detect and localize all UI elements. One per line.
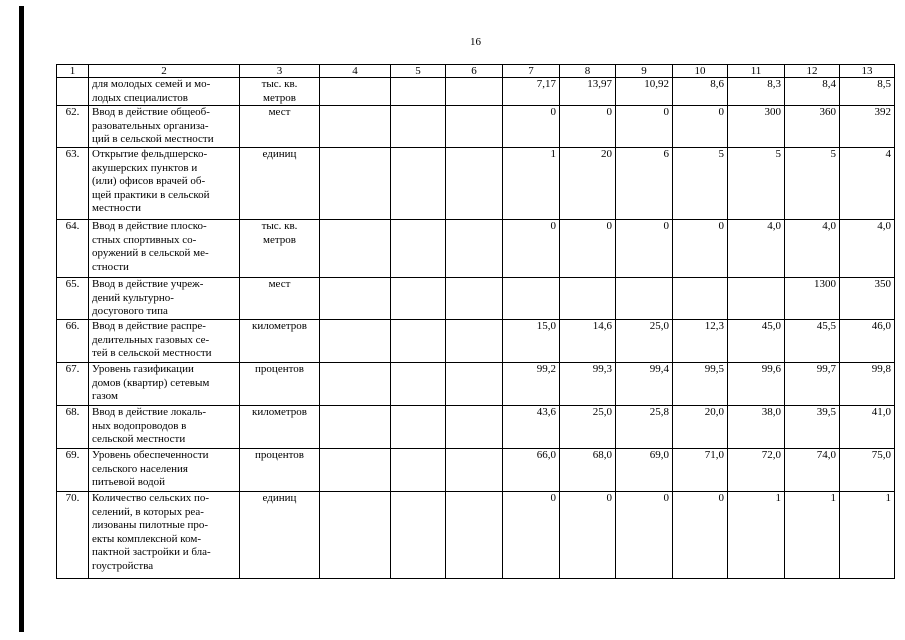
column-header: 13 (840, 65, 895, 78)
unit-of-measure: процентов (240, 449, 320, 492)
value-cell: 8,4 (785, 78, 840, 106)
table-row (57, 320, 895, 363)
value-cell: 20 (560, 148, 616, 220)
value-cell: 350 (840, 278, 895, 320)
unit-of-measure: тыс. кв. метров (240, 220, 320, 278)
value-cell (320, 406, 391, 449)
value-cell: 20,0 (673, 406, 728, 449)
value-cell (446, 148, 503, 220)
indicator-name: Открытие фельдшерско- акушерских пунктов и (или) офисов врачей об- щей практики в сельской местности (89, 148, 240, 220)
table-header-row (57, 65, 895, 78)
value-cell: 7,17 (503, 78, 560, 106)
value-cell: 99,3 (560, 363, 616, 406)
value-cell: 0 (560, 106, 616, 148)
value-cell: 12,3 (673, 320, 728, 363)
value-cell: 8,3 (728, 78, 785, 106)
unit-of-measure: процентов (240, 363, 320, 406)
table-row (57, 78, 895, 106)
column-header: 8 (560, 65, 616, 78)
value-cell: 5 (673, 148, 728, 220)
value-cell (391, 406, 446, 449)
value-cell (391, 363, 446, 406)
value-cell (391, 278, 446, 320)
value-cell (391, 449, 446, 492)
value-cell (560, 278, 616, 320)
indicator-name: Количество сельских по- селений, в которых реа- лизованы пилотные про- екты комплексной ком- пактной застройки и бла- гоустройства (89, 492, 240, 579)
row-number: 64. (57, 220, 89, 278)
table-row (57, 148, 895, 220)
value-cell: 360 (785, 106, 840, 148)
value-cell: 71,0 (673, 449, 728, 492)
value-cell (391, 148, 446, 220)
value-cell: 1 (840, 492, 895, 579)
value-cell (320, 148, 391, 220)
indicator-name: Ввод в действие учреж- дений культурно- досугового типа (89, 278, 240, 320)
value-cell: 75,0 (840, 449, 895, 492)
unit-of-measure: тыс. кв. метров (240, 78, 320, 106)
value-cell: 99,5 (673, 363, 728, 406)
value-cell: 0 (616, 492, 673, 579)
value-cell: 41,0 (840, 406, 895, 449)
value-cell (391, 492, 446, 579)
value-cell: 74,0 (785, 449, 840, 492)
column-header: 4 (320, 65, 391, 78)
value-cell: 39,5 (785, 406, 840, 449)
value-cell: 69,0 (616, 449, 673, 492)
value-cell: 66,0 (503, 449, 560, 492)
row-number: 70. (57, 492, 89, 579)
value-cell: 10,92 (616, 78, 673, 106)
value-cell: 0 (503, 106, 560, 148)
value-cell: 0 (616, 106, 673, 148)
value-cell (446, 278, 503, 320)
value-cell: 5 (785, 148, 840, 220)
unit-of-measure: километров (240, 320, 320, 363)
value-cell (320, 106, 391, 148)
column-header: 2 (89, 65, 240, 78)
column-header: 10 (673, 65, 728, 78)
unit-of-measure: километров (240, 406, 320, 449)
row-number: 62. (57, 106, 89, 148)
value-cell (391, 106, 446, 148)
value-cell: 25,0 (616, 320, 673, 363)
value-cell (320, 320, 391, 363)
value-cell (320, 78, 391, 106)
row-number: 69. (57, 449, 89, 492)
value-cell: 43,6 (503, 406, 560, 449)
value-cell (673, 278, 728, 320)
value-cell: 4 (840, 148, 895, 220)
column-header: 9 (616, 65, 673, 78)
table-row (57, 363, 895, 406)
table-row (57, 492, 895, 579)
table-row (57, 220, 895, 278)
value-cell: 4,0 (728, 220, 785, 278)
unit-of-measure: мест (240, 106, 320, 148)
column-header: 12 (785, 65, 840, 78)
column-header: 7 (503, 65, 560, 78)
value-cell (446, 449, 503, 492)
value-cell: 0 (673, 220, 728, 278)
row-number (57, 78, 89, 106)
value-cell: 99,8 (840, 363, 895, 406)
table-row (57, 106, 895, 148)
indicator-name: для молодых семей и мо- лодых специалистов (89, 78, 240, 106)
value-cell: 8,5 (840, 78, 895, 106)
value-cell (446, 406, 503, 449)
value-cell: 99,2 (503, 363, 560, 406)
value-cell (320, 449, 391, 492)
column-header: 3 (240, 65, 320, 78)
value-cell (728, 278, 785, 320)
value-cell: 0 (560, 220, 616, 278)
indicator-name: Ввод в действие плоско- стных спортивных со- оружений в сельской ме- стности (89, 220, 240, 278)
value-cell (320, 363, 391, 406)
indicators-table (56, 64, 895, 579)
value-cell: 5 (728, 148, 785, 220)
value-cell: 45,0 (728, 320, 785, 363)
value-cell: 45,5 (785, 320, 840, 363)
value-cell: 1300 (785, 278, 840, 320)
value-cell: 99,6 (728, 363, 785, 406)
value-cell: 392 (840, 106, 895, 148)
value-cell (391, 220, 446, 278)
column-header: 5 (391, 65, 446, 78)
value-cell: 4,0 (840, 220, 895, 278)
row-number: 68. (57, 406, 89, 449)
value-cell (320, 220, 391, 278)
value-cell: 0 (673, 106, 728, 148)
unit-of-measure: единиц (240, 492, 320, 579)
value-cell: 4,0 (785, 220, 840, 278)
table-row (57, 449, 895, 492)
value-cell: 300 (728, 106, 785, 148)
unit-of-measure: единиц (240, 148, 320, 220)
value-cell: 0 (616, 220, 673, 278)
value-cell: 46,0 (840, 320, 895, 363)
value-cell: 0 (503, 492, 560, 579)
value-cell (446, 320, 503, 363)
value-cell: 99,7 (785, 363, 840, 406)
value-cell: 6 (616, 148, 673, 220)
value-cell: 25,8 (616, 406, 673, 449)
value-cell: 72,0 (728, 449, 785, 492)
value-cell (320, 278, 391, 320)
value-cell: 0 (560, 492, 616, 579)
value-cell (391, 320, 446, 363)
column-header: 11 (728, 65, 785, 78)
indicator-name: Ввод в действие распре- делительных газовых се- тей в сельской местности (89, 320, 240, 363)
value-cell: 1 (785, 492, 840, 579)
value-cell: 0 (503, 220, 560, 278)
left-margin-bar (19, 6, 24, 632)
table-row (57, 406, 895, 449)
value-cell: 99,4 (616, 363, 673, 406)
value-cell: 0 (673, 492, 728, 579)
value-cell: 68,0 (560, 449, 616, 492)
value-cell: 1 (728, 492, 785, 579)
row-number: 63. (57, 148, 89, 220)
indicator-name: Ввод в действие общеоб- разовательных организа- ций в сельской местности (89, 106, 240, 148)
value-cell: 15,0 (503, 320, 560, 363)
value-cell (446, 78, 503, 106)
value-cell (446, 492, 503, 579)
unit-of-measure: мест (240, 278, 320, 320)
value-cell: 1 (503, 148, 560, 220)
row-number: 67. (57, 363, 89, 406)
value-cell (391, 78, 446, 106)
value-cell: 8,6 (673, 78, 728, 106)
table-row (57, 278, 895, 320)
value-cell (503, 278, 560, 320)
value-cell (320, 492, 391, 579)
column-header: 6 (446, 65, 503, 78)
indicator-name: Уровень обеспеченности сельского населения питьевой водой (89, 449, 240, 492)
value-cell (446, 220, 503, 278)
value-cell (446, 363, 503, 406)
column-header: 1 (57, 65, 89, 78)
row-number: 66. (57, 320, 89, 363)
indicator-name: Ввод в действие локаль- ных водопроводов в сельской местности (89, 406, 240, 449)
value-cell: 38,0 (728, 406, 785, 449)
indicator-name: Уровень газификации домов (квартир) сетевым газом (89, 363, 240, 406)
value-cell: 13,97 (560, 78, 616, 106)
page-number: 16 (470, 36, 481, 48)
value-cell (446, 106, 503, 148)
value-cell (616, 278, 673, 320)
value-cell: 14,6 (560, 320, 616, 363)
row-number: 65. (57, 278, 89, 320)
value-cell: 25,0 (560, 406, 616, 449)
